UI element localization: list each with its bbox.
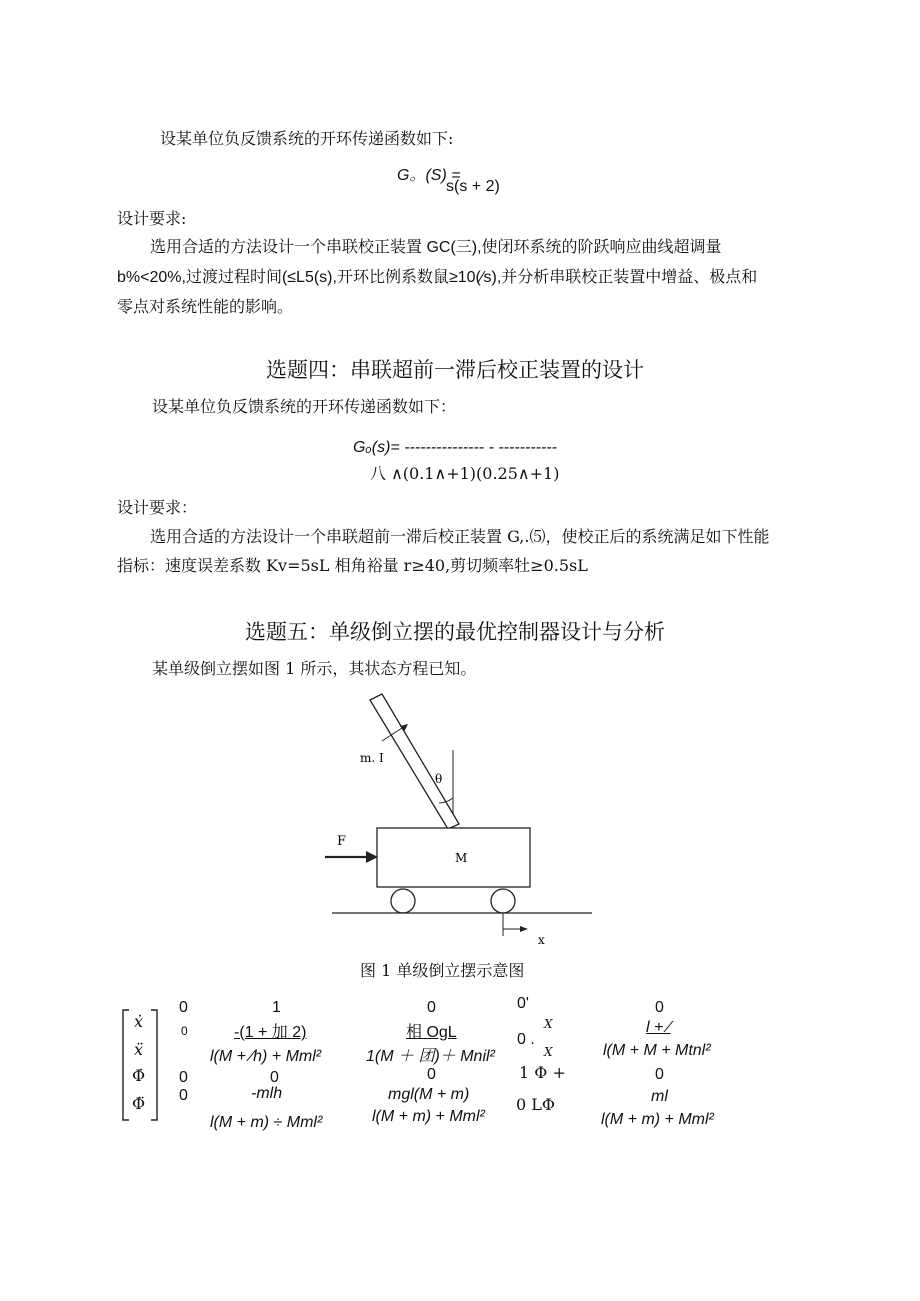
- force-arrowhead: [366, 851, 378, 863]
- state-x-dot: ẋ: [134, 1012, 144, 1031]
- label-force: F: [337, 834, 347, 849]
- matrix-col3-r4-numerator: mgl(M + m): [388, 1086, 470, 1103]
- matrix-col3-r1: 0: [427, 999, 436, 1016]
- left-bracket: [123, 1010, 129, 1120]
- sec4-requirement-line-1: 选用合适的方法设计一个串联超前一滞后校正装置 G,.⑸，使校正后的系统满足如下性能: [150, 527, 770, 546]
- right-wheel: [491, 889, 515, 913]
- sec3-requirement-line-2: b%<20%,过渡过程时间(≤L5(s),开环比例系数鼠≥10(∕s),并分析串联校正装置中增益、极点和: [117, 269, 758, 286]
- state-phi-dot: Φ̇: [132, 1066, 146, 1085]
- matrix-col5-r1: 0: [655, 999, 664, 1016]
- label-mass-inertia: m. I: [360, 751, 384, 765]
- state-x-ddot: ẍ: [134, 1040, 144, 1059]
- state-phi-ddot: Φ̈: [132, 1094, 146, 1113]
- sec3-requirement-line-3: 零点对系统性能的影响。: [117, 297, 294, 316]
- matrix-col5-r4-denominator: l(M + m) + Mml²: [601, 1111, 714, 1128]
- matrix-col2-r4-numerator: -mlh: [251, 1085, 283, 1102]
- matrix-col2-r2-numerator: -(1 + 加 2): [234, 1024, 307, 1041]
- sec5-title: 选题五：单级倒立摆的最优控制器设计与分析: [245, 620, 665, 644]
- sec3-requirement-line-1: 选用合适的方法设计一个串联校正装置 GC(三),使闭环系统的阶跃响应曲线超调量: [150, 239, 722, 256]
- matrix-col2-r3: 0: [270, 1069, 279, 1086]
- left-wheel: [391, 889, 415, 913]
- figure-caption: 图 1 单级倒立摆示意图: [360, 961, 525, 980]
- matrix-col2-r2-denominator: l(M + ∕h) + Mml²: [210, 1048, 322, 1065]
- sec3-requirements-label: 设计要求:: [117, 209, 187, 228]
- sec4-intro: 设某单位负反馈系统的开环传递函数如下：: [152, 397, 457, 416]
- x-arrowhead: [520, 926, 528, 932]
- matrix-col5-r2-numerator: l + ∕: [646, 1019, 671, 1036]
- matrix-col3-r4-denominator: l(M + m) + Mml²: [372, 1108, 485, 1125]
- matrix-col1-r2: 0: [181, 1024, 188, 1038]
- sec3-intro: 设某单位负反馈系统的开环传递函数如下:: [160, 129, 454, 148]
- sec4-formula-top: Gₒ(s)= --------------- - -----------: [353, 439, 557, 456]
- sec4-requirement-line-2: 指标：速度误差系数 Kv=5sL 相角裕量 r≥40,剪切频率牡≥0.5sL: [117, 556, 588, 575]
- matrix-col5-r2-denominator: l(M + M + Mtnl²: [603, 1042, 711, 1059]
- matrix-col3-r2-numerator: 相 OgL: [406, 1024, 457, 1041]
- matrix-col4-r4: 0 LΦ: [516, 1095, 556, 1114]
- matrix-col1-r4: 0: [179, 1087, 188, 1104]
- sec4-formula-bottom: 八 ∧(0.1∧+1)(0.25∧+1): [370, 464, 560, 483]
- sec4-title: 选题四：串联超前一滞后校正装置的设计: [266, 358, 644, 382]
- matrix-col1-r3: 0: [179, 1069, 188, 1086]
- label-x: x: [538, 933, 545, 947]
- pendulum-figure: [320, 690, 600, 952]
- sec3-formula-denominator: s(s + 2): [446, 178, 500, 195]
- cart-body: [377, 828, 530, 887]
- matrix-col4-r2: 0 .: [517, 1031, 535, 1048]
- matrix-col2-r4-denominator: l(M + m) ÷ Mml²: [210, 1114, 323, 1131]
- right-bracket: [151, 1010, 157, 1120]
- sec3-formula-left: G。(S) =: [397, 167, 461, 184]
- matrix-col3-r2-denominator: 1(M ＋ 团)＋ Mnil²: [366, 1048, 495, 1065]
- sec5-intro: 某单级倒立摆如图 1 所示，其状态方程已知。: [152, 659, 477, 678]
- matrix-col4-r1: 0': [517, 995, 529, 1012]
- matrix-col5-r3: 0: [655, 1066, 664, 1083]
- label-theta: θ: [435, 772, 443, 786]
- matrix-col4-x-lower: X: [544, 1045, 553, 1059]
- sec4-requirements-label: 设计要求：: [117, 498, 198, 517]
- label-cart-mass: M: [455, 851, 468, 865]
- matrix-col4-x-upper: X: [544, 1017, 553, 1031]
- matrix-col4-r3: 1 Φ +: [519, 1063, 566, 1082]
- matrix-col2-r1: 1: [272, 999, 281, 1016]
- matrix-col5-r4-numerator: ml: [651, 1088, 668, 1105]
- matrix-col3-r3: 0: [427, 1066, 436, 1083]
- matrix-col1-r1: 0: [179, 999, 188, 1016]
